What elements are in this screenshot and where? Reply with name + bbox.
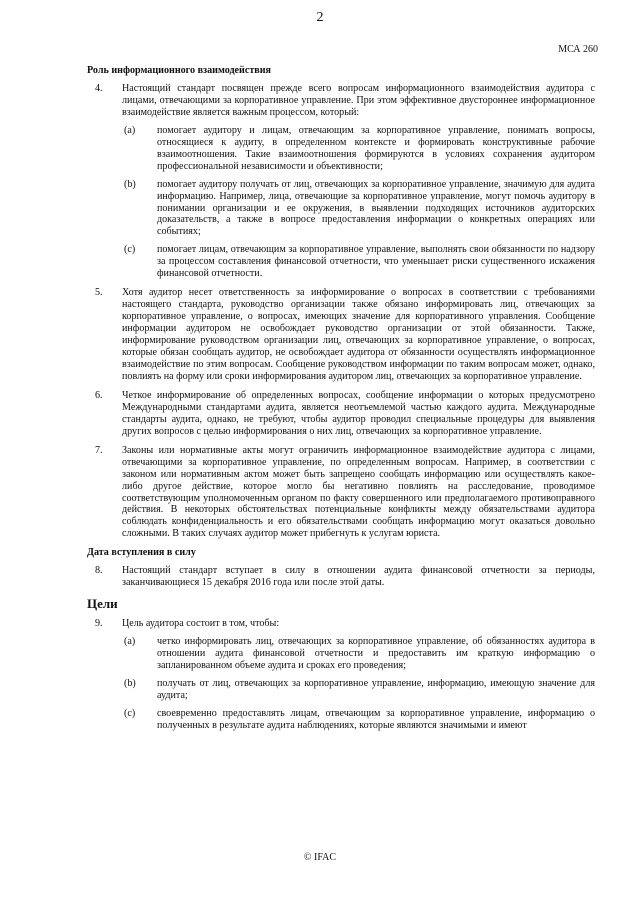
page-content <box>87 65 595 739</box>
paragraph-number: 5. <box>95 287 103 299</box>
paragraph-number: 4. <box>95 82 103 94</box>
page-number: 2 <box>316 10 324 25</box>
list-item-text: помогает аудитору получать от лиц, отвечающих за корпоративное управление, значимую для аудита информацию. Например, лица, отвечающие за корпоративное управление, могут помочь аудитору в понимании организации и ее окружения, в выявлении подходящих источников аудиторских доказательств, а также в вопросе предоставления информации о конкретных операциях или событиях; <box>157 178 595 238</box>
paragraph-number: 9. <box>95 618 103 630</box>
list-item-text: своевременно предоставлять лицам, отвечающим за корпоративное управление, информацию о полученных в результате аудита наблюдениях, которые являются значимыми и имеют <box>157 707 595 731</box>
list-item-letter: (b) <box>124 178 136 190</box>
paragraph-number: 6. <box>95 389 103 401</box>
section-title-objectives: Цели <box>87 596 118 612</box>
list-item-c <box>122 244 595 280</box>
list-item-letter: (a) <box>124 124 136 136</box>
paragraph-5 <box>87 287 595 383</box>
paragraph-text: Цель аудитора состоит в том, чтобы: <box>122 618 280 630</box>
list-item-b <box>122 678 595 702</box>
paragraph-4 <box>87 83 595 280</box>
list-item-text: помогает аудитору и лицам, отвечающим за корпоративное управление, понимать вопросы, относящиеся к аудиту, в определенном контексте и формировать конструктивные рабочие взаимоотношения. Такие взаимоотношения формируются в условиях сохранения аудитором профессиональной независимости и объективности; <box>157 124 595 172</box>
section-title-effective-date: Дата вступления в силу <box>87 547 196 559</box>
paragraph-text: Четкое информирование об определенных вопросах, сообщение информации о которых предусмотрено Международными стандартами аудита, является неотъемлемой частью каждого аудита. Международные стандарты аудита, однако, не требуют, чтобы аудитор проводил специальные процедуры для выявления других вопросов с целью информирования о них лиц, отвечающих за корпоративное управление. <box>122 389 595 437</box>
paragraph-text: Хотя аудитор несет ответственность за информирование о вопросах в соответствии с требованиями настоящего стандарта, руководство организации также обязано информировать лиц, отвечающих за корпоративное управление, о вопросах, имеющих значение для корпоративного управления. Сообщение информации аудитором не освобождает руководство организации от этой обязанности. Также, информирование руководством организации лиц, отвечающих за корпоративное управление, о вопросах, которые обязан сообщать аудитор, не освобождает аудитора от обязанности осуществлять информационное взаимодействие по этим вопросам. Сообщение руководством информации по таким вопросам может, однако, повлиять на форму или сроки информирования аудитором лиц, отвечающих за корпоративное управление. <box>122 287 595 382</box>
paragraph-7 <box>87 445 595 541</box>
list-item-letter: (b) <box>124 677 136 689</box>
section-title-role: Роль информационного взаимодействия <box>87 65 272 76</box>
paragraph-9 <box>87 618 595 732</box>
paragraph-number: 8. <box>95 565 103 577</box>
paragraph-text: Законы или нормативные акты могут ограничить информационное взаимодействие аудитора с лицами, отвечающими за корпоративное управление, по определенным вопросам. Например, в соответствии с законом или нормативным актом может быть запрещено сообщать информацию или осуществлять какое-либо другое действие, которое могло бы негативно повлиять на расследование, проводимое соответствующим уполномоченным органом по факту совершенного или предполагаемого противоправного действия. В некоторых обстоятельствах потенциальные конфликты между обязательствами аудитора соблюдать конфиденциальность и его обязательствами сообщать информацию могут оказаться довольно сложными. В таких случаях аудитор может прибегнуть к услугам юриста. <box>122 444 595 540</box>
list-item-b <box>122 179 595 239</box>
list-item-letter: (c) <box>124 707 136 719</box>
list-item-a <box>122 125 595 173</box>
paragraph-number: 7. <box>95 444 103 456</box>
list-item-c <box>122 708 595 732</box>
list-item-text: четко информировать лиц, отвечающих за корпоративное управление, об обязанностях аудитора в отношении аудита финансовой отчетности и предоставить им краткую информацию о запланированном объеме аудита и сроках его проведения; <box>157 636 595 672</box>
list-item-letter: (a) <box>124 636 136 648</box>
paragraph-8 <box>87 565 595 589</box>
paragraph-text: Настоящий стандарт вступает в силу в отношении аудита финансовой отчетности за периоды, заканчивающиеся 15 декабря 2016 года или после этой даты. <box>122 565 595 589</box>
list-item-a <box>122 636 595 672</box>
paragraph-text: Настоящий стандарт посвящен прежде всего вопросам информационного взаимодействия аудитора с лицами, отвечающими за корпоративное управление. При этом эффективное двустороннее информационное взаимодействие является важным процессом, который: <box>122 82 595 118</box>
footer-copyright: © IFAC <box>303 852 337 863</box>
list-item-text: помогает лицам, отвечающим за корпоративное управление, выполнять свои обязанности по надзору за процессом составления финансовой отчетности, что уменьшает риски существенного искажения финансовой отчетности. <box>157 244 595 280</box>
list-item-text: получать от лиц, отвечающих за корпоративное управление, информацию, имеющую значение для аудита; <box>157 677 595 701</box>
list-item-letter: (c) <box>124 244 136 256</box>
paragraph-6 <box>87 390 595 438</box>
document-code: МСА 260 <box>558 44 598 55</box>
